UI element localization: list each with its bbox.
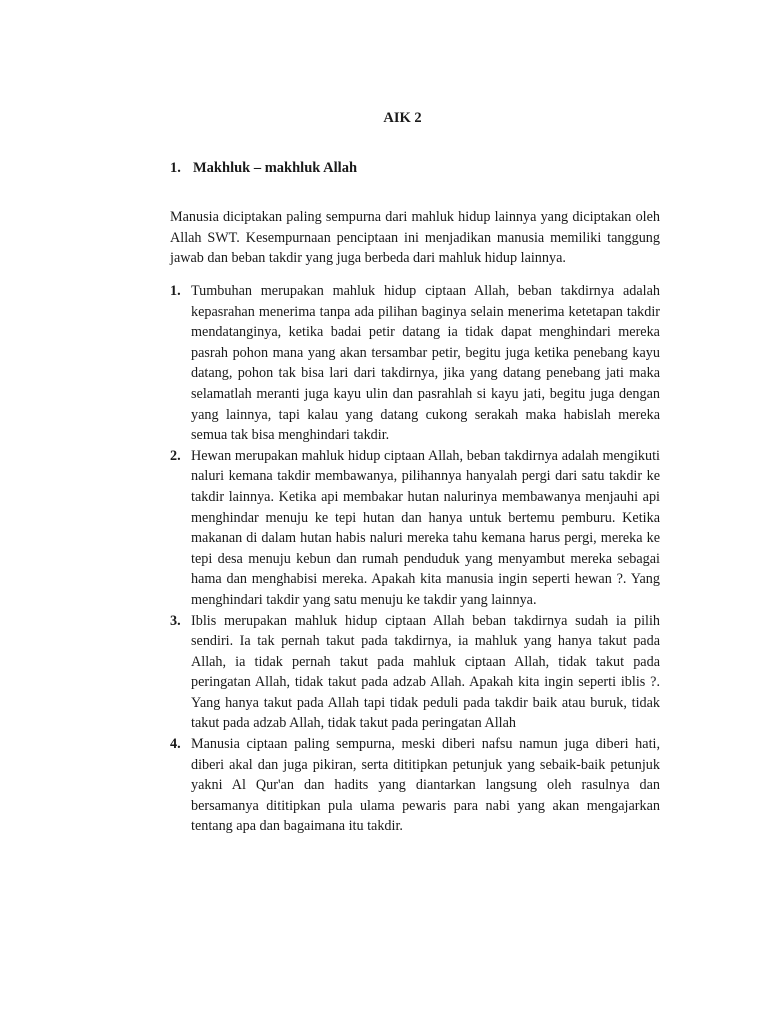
list-item [170, 734, 660, 837]
document-title: AIK 2 [383, 110, 422, 126]
list-item-number: 2. [170, 447, 181, 464]
intro-paragraph: Manusia diciptakan paling sempurna dari mahluk hidup lainnya yang diciptakan oleh Allah SWT. Kesempurnaan penciptaan ini menjadikan manusia memiliki tanggung jawab dan beban takdir yang juga berbeda dari mahluk hidup lainnya. [170, 209, 660, 267]
list-item-text: Iblis merupakan mahluk hidup ciptaan Allah beban takdirnya sudah ia pilih sendiri. Ia tak pernah takut pada takdirnya, ia mahluk yang hanya takut pada Allah, ia tidak pernah takut pada mahluk ciptaan Allah, tidak takut pada peringatan Allah, tidak takut pada adzab Allah. Apakah kita ingin seperti iblis ?. Yang hanya takut pada Allah tapi tidak peduli pada takdir baik atau buruk, tidak takut pada adzab Allah, tidak takut pada peringatan Allah [191, 612, 660, 732]
list-item-text: Hewan merupakan mahluk hidup ciptaan Allah, beban takdirnya adalah mengikuti naluri kemana takdir membawanya, pilihannya hanyalah pergi dari satu takdir ke takdir lainnya. Ketika api membakar hutan nalurinya membawanya menjauhi api menghindar menuju ke tepi hutan dan hanya untuk bertemu pemburu. Ketika makanan di dalam hutan habis naluri mereka tahu kemana harus pergi, mereka ke tepi desa menuju kebun dan rumah penduduk yang menyambut mereka sebagai hama dan menghabisi mereka. Apakah kita manusia ingin seperti hewan ?. Yang menghindari takdir yang satu menuju ke takdir yang lainnya. [191, 447, 660, 608]
section-number: 1. [170, 160, 181, 176]
section-heading-text: Makhluk – makhluk Allah [193, 160, 358, 176]
list-item-number: 3. [170, 612, 181, 629]
section-heading [170, 158, 357, 178]
list-item-number: 4. [170, 736, 181, 753]
list-item [170, 611, 660, 735]
list-item-number: 1. [170, 283, 181, 299]
list-item-text: Manusia ciptaan paling sempurna, meski diberi nafsu namun juga diberi hati, diberi akal dan juga pikiran, serta dititipkan petunjuk yang sebaik-baik petunjuk yakni Al Qur'an dan hadits yang diantarkan langsung oleh rasulnya dan bersamanya dititipkan pula ulama pewaris para nabi yang akan mengajarkan tentang apa dan bagaimana itu takdir. [191, 736, 660, 835]
list-item-text: Tumbuhan merupakan mahluk hidup ciptaan Allah, beban takdirnya adalah kepasrahan menerima tanpa ada pilihan baginya selain menerima ketetapan takdir mendatanginya, ketika badai petir datang ia tidak dapat menghindari mereka pasrah pohon mana yang akan tersambar petir, begitu juga ketika penebang kayu datang, pohon tak bisa lari dari takdirnya, jika yang datang penebang jati maka selamatlah meranti juga kayu ulin dan pasrahlah si kayu jati, begitu juga dengan yang lainnya, tapi kalau yang datang cukong serakah maka habislah mereka semua tak bisa menghindari takdir. [191, 283, 660, 444]
numbered-list [170, 281, 660, 837]
list-item [170, 281, 660, 446]
list-item [170, 446, 660, 611]
